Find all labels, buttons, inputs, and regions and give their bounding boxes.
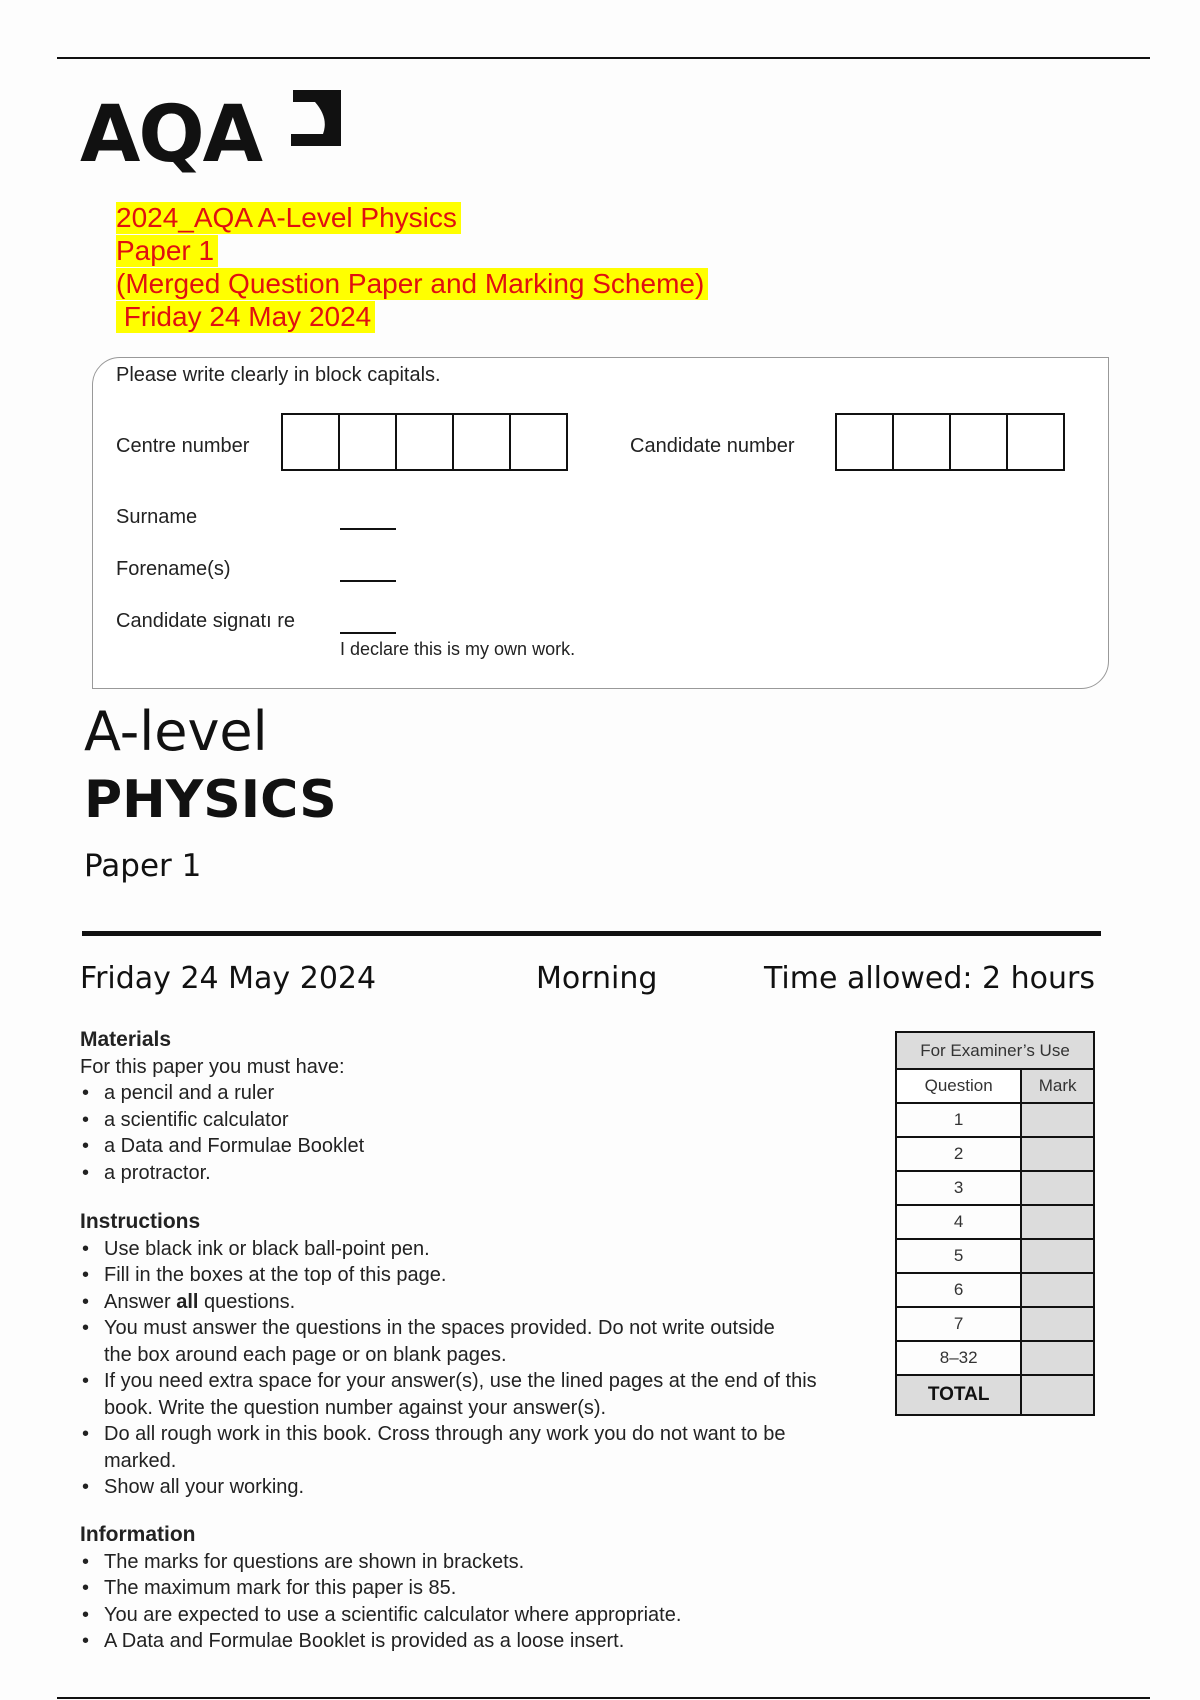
- centre-number-input[interactable]: [281, 413, 568, 471]
- mark-cell: [1021, 1205, 1094, 1239]
- list-item: • If you need extra space for your answer(s), use the lined pages at the end of this book. Write the question number against your answer(s).: [80, 1368, 854, 1421]
- surname-field[interactable]: [340, 528, 396, 530]
- signature-field[interactable]: [340, 632, 396, 634]
- instructions-heading: Instructions: [80, 1210, 201, 1233]
- information-heading: Information: [80, 1523, 196, 1546]
- mark-cell: [1021, 1341, 1094, 1375]
- list-item: • A Data and Formulae Booklet is provided as a loose insert.: [80, 1628, 681, 1655]
- instructions-section: [80, 1209, 880, 1501]
- declaration-text: I declare this is my own work.: [340, 639, 576, 659]
- question-number: 7: [896, 1307, 1021, 1341]
- list-item: • You are expected to use a scientific calculator where appropriate.: [80, 1602, 681, 1629]
- materials-intro: For this paper you must have:: [80, 1055, 345, 1078]
- mark-cell: [1021, 1239, 1094, 1273]
- candidate-number-input[interactable]: [835, 413, 1065, 471]
- question-number: 5: [896, 1239, 1021, 1273]
- bottom-rule: [57, 1697, 1150, 1699]
- list-item: • Show all your working.: [80, 1474, 880, 1501]
- subject-title: PHYSICS: [84, 770, 337, 830]
- banner-line: 2024_AQA A-Level Physics: [116, 202, 461, 234]
- text: Answer: [104, 1290, 177, 1313]
- information-section: [80, 1522, 681, 1655]
- qualification-level: A-level: [84, 700, 268, 763]
- emphasis: all: [176, 1290, 199, 1313]
- list-item: • a Data and Formulae Booklet: [80, 1133, 364, 1160]
- paper-number: Paper 1: [84, 848, 202, 884]
- examiner-use-table: [895, 1031, 1095, 1416]
- total-label: TOTAL: [896, 1375, 1021, 1415]
- list-item: • Use black ink or black ball-point pen.: [80, 1236, 880, 1263]
- list-item: • Fill in the boxes at the top of this page.: [80, 1262, 880, 1289]
- question-number: 1: [896, 1103, 1021, 1137]
- form-instruction: Please write clearly in block capitals.: [116, 364, 441, 386]
- mark-cell: [1021, 1103, 1094, 1137]
- mark-cell: [1021, 1171, 1094, 1205]
- mark-cell: [1021, 1307, 1094, 1341]
- candidate-number-label: Candidate number: [630, 435, 795, 457]
- mark-header: Mark: [1021, 1069, 1094, 1103]
- list-item: • Do all rough work in this book. Cross through any work you do not want to be marked.: [80, 1421, 824, 1474]
- list-item: • The maximum mark for this paper is 85.: [80, 1575, 681, 1602]
- heading-rule: [82, 931, 1101, 936]
- signature-label: Candidate signatı re: [116, 610, 296, 632]
- aqa-logo: [80, 88, 261, 182]
- list-item: • You must answer the questions in the spaces provided. Do not write outside the box around each page or on blank pages.: [80, 1315, 784, 1368]
- exam-session: Morning: [536, 961, 658, 996]
- candidate-details-form: [92, 357, 1109, 689]
- examiner-table-title: For Examiner’s Use: [896, 1032, 1094, 1069]
- question-number: 6: [896, 1273, 1021, 1307]
- question-header: Question: [896, 1069, 1021, 1103]
- forename-label: Forename(s): [116, 558, 231, 580]
- question-number: 4: [896, 1205, 1021, 1239]
- list-item: • The marks for questions are shown in brackets.: [80, 1549, 681, 1576]
- forename-field[interactable]: [340, 580, 396, 582]
- total-mark-cell: [1021, 1375, 1094, 1415]
- question-number: 3: [896, 1171, 1021, 1205]
- question-number: 2: [896, 1137, 1021, 1171]
- materials-section: [80, 1027, 364, 1186]
- list-item: [80, 1289, 880, 1316]
- banner-line: (Merged Question Paper and Marking Scheme): [116, 268, 708, 300]
- top-rule: [57, 57, 1150, 59]
- question-number: 8–32: [896, 1341, 1021, 1375]
- mark-cell: [1021, 1137, 1094, 1171]
- time-allowed: Time allowed: 2 hours: [763, 961, 1095, 996]
- logo-mark-icon: [285, 88, 343, 150]
- centre-number-label: Centre number: [116, 435, 250, 457]
- exam-date: Friday 24 May 2024: [80, 961, 377, 996]
- banner-line: Friday 24 May 2024: [116, 301, 375, 333]
- list-item: • a pencil and a ruler: [80, 1080, 364, 1107]
- materials-heading: Materials: [80, 1028, 172, 1051]
- banner-line: Paper 1: [116, 235, 218, 267]
- surname-label: Surname: [116, 506, 198, 528]
- logo-text: AQA: [80, 90, 262, 180]
- list-item: • a protractor.: [80, 1160, 364, 1187]
- list-item: • a scientific calculator: [80, 1107, 364, 1134]
- merged-paper-banner: [116, 202, 708, 334]
- text: questions.: [198, 1290, 296, 1313]
- mark-cell: [1021, 1273, 1094, 1307]
